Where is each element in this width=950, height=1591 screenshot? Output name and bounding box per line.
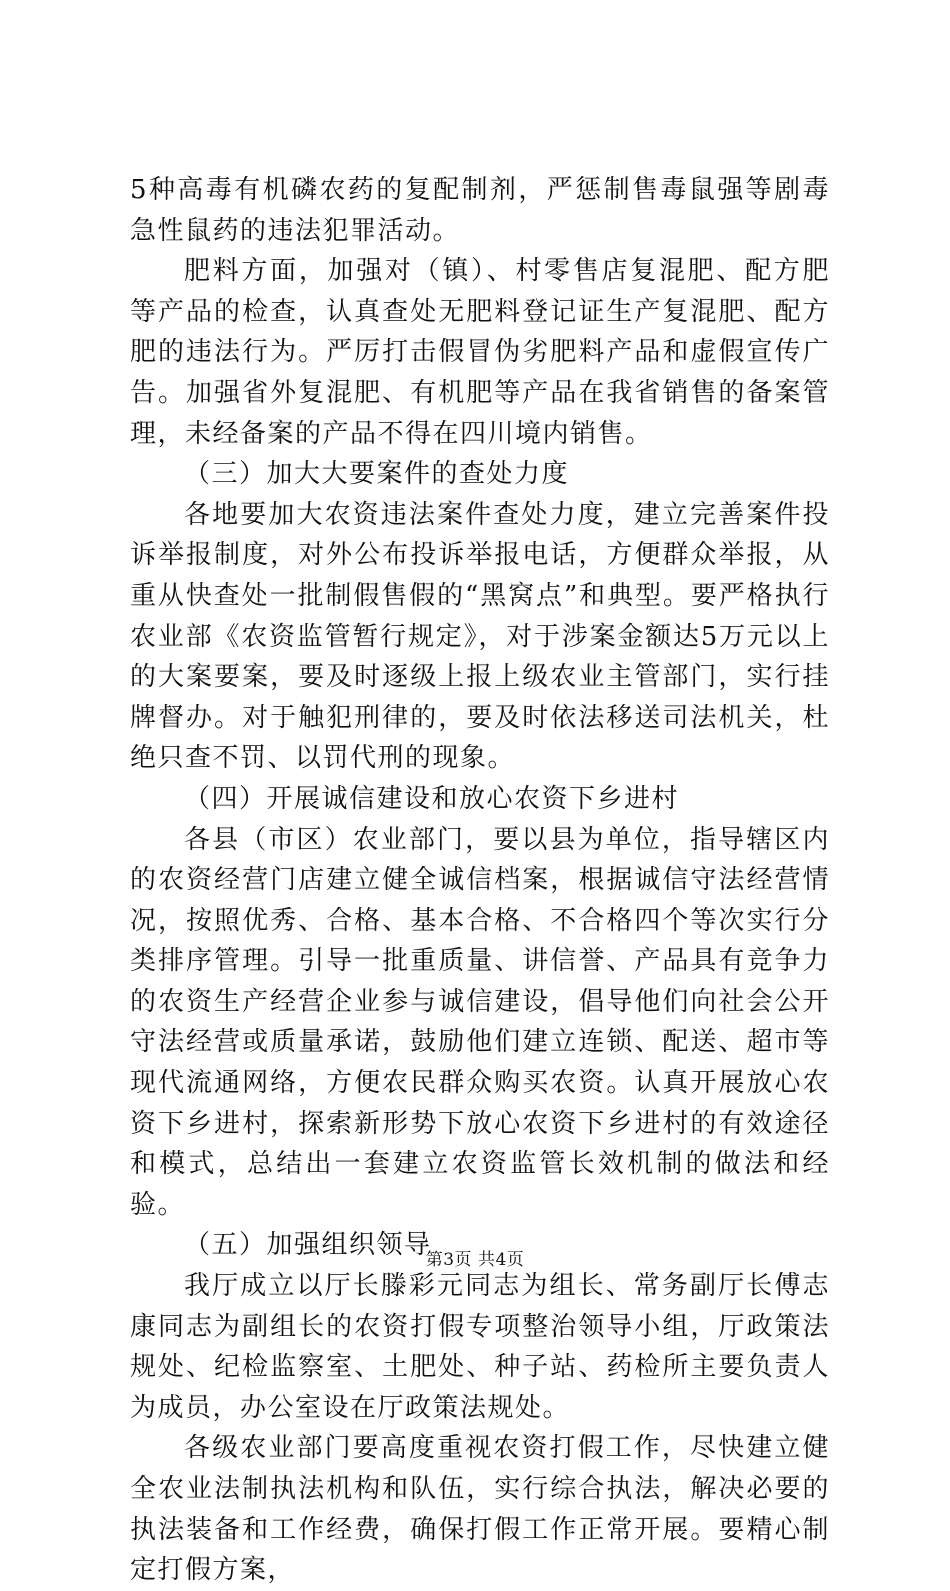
paragraph-integrity-building: 各县（市区）农业部门，要以县为单位，指导辖区内的农资经营门店建立健全诚信档案，根据诚信守法经营情况，按照优秀、合格、基本合格、不合格四个等次实行分类排序管理。引导一批重质量、讲信誉、产品具有竞争力的农资生产经营企业参与诚信建设，倡导他们向社会公开守法经营或质量承诺，鼓励他们建立连锁、配送、超市等现代流通网络，方便农民群众购买农资。认真开展放心农资下乡进村，探索新形势下放心农资下乡进村的有效途径和模式，总结出一套建立农资监管长效机制的做法和经验。 bbox=[130, 824, 830, 1220]
paragraph-leadership-group: 我厅成立以厅长滕彩元同志为组长、常务副厅长傅志康同志为副组长的农资打假专项整治领导小组，厅政策法规处、纪检监察室、土肥处、种子站、药检所主要负责人为成员，办公室设在厅政策法规处。 bbox=[130, 1271, 830, 1423]
section-heading-5: （五）加强组织领导 bbox=[184, 1230, 432, 1261]
document-body bbox=[130, 170, 830, 1591]
paragraph-continuation: 5种高毒有机磷农药的复配制剂，严惩制售毒鼠强等剧毒急性鼠药的违法犯罪活动。 bbox=[130, 175, 830, 246]
paragraph-fertilizer: 肥料方面，加强对（镇）、村零售店复混肥、配方肥等产品的检查，认真查处无肥料登记证生产复混肥、配方肥的违法行为。严厉打击假冒伪劣肥料产品和虚假宣传广告。加强省外复混肥、有机肥等产品在我省销售的备案管理，未经备案的产品不得在四川境内销售。 bbox=[130, 256, 830, 449]
paragraph-agriculture-departments: 各级农业部门要高度重视农资打假工作，尽快建立健全农业法制执法机构和队伍，实行综合执法，解决必要的执法装备和工作经费，确保打假工作正常开展。要精心制定打假方案， bbox=[130, 1433, 830, 1586]
section-heading-4: （四）开展诚信建设和放心农资下乡进村 bbox=[184, 783, 680, 814]
section-heading-3: （三）加大大要案件的查处力度 bbox=[184, 459, 570, 490]
paragraph-case-investigation: 各地要加大农资违法案件查处力度，建立完善案件投诉举报制度，对外公布投诉举报电话，方便群众举报，从重从快查处一批制假售假的“黑窝点”和典型。要严格执行农业部《农资监管暂行规定》，对于涉案金额达5万元以上的大案要案，要及时逐级上报上级农业主管部门，实行挂牌督办。对于触犯刑律的，要及时依法移送司法机关，杜绝只查不罚、以罚代刑的现象。 bbox=[130, 499, 830, 774]
page-footer: 第3页 共4页 bbox=[425, 1250, 525, 1270]
